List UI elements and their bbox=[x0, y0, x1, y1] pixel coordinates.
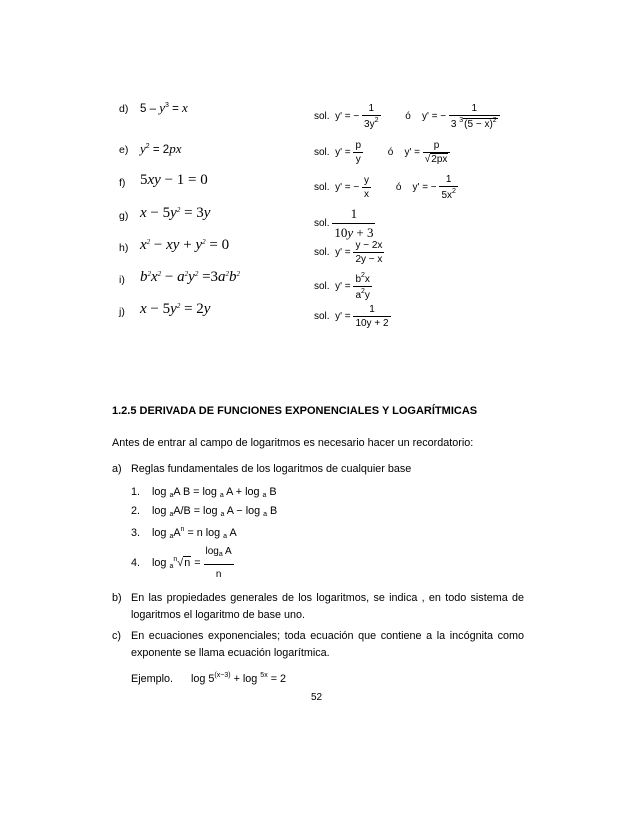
item-b-label: b) bbox=[112, 592, 122, 604]
item-b-line1: En las propiedades generales de los logaritmos, se indica , en todo sistema de bbox=[131, 592, 524, 604]
rule-4: 4. log $_a^n$√n = $\frac{\log_a A}{n}$ bbox=[131, 543, 234, 583]
exercise-label-i: i) bbox=[119, 274, 125, 286]
solution-i: sol. y' = $\frac{b^2x}{a^2y}$ bbox=[314, 272, 370, 301]
solution-d: sol. y' = − $\frac{1}{3y^2}$ ó y' = − $\frac{1}{3 ^3(5 - x)^2}$ bbox=[314, 103, 500, 130]
item-c-line2: exponente se llama ecuación logarítmica. bbox=[131, 647, 330, 659]
item-c-label: c) bbox=[112, 630, 121, 642]
item-a-text: Reglas fundamentales de los logaritmos de cualquier base bbox=[131, 463, 412, 475]
solution-g: sol. $\frac{1}{10y + 3}$ bbox=[314, 206, 374, 240]
equation-e: $y^2 = 2px$ bbox=[140, 141, 182, 156]
solution-h: sol. y' = $\frac{y - 2x}{2y - x}$ bbox=[314, 240, 383, 265]
exercise-label-h: h) bbox=[119, 242, 129, 254]
solution-f: sol. y' = − $\frac{y}{x}$ ó y' = − $\frac{1}{5x^2}$ bbox=[314, 174, 456, 201]
exercise-label-f: f) bbox=[119, 177, 126, 189]
exercise-label-e: e) bbox=[119, 144, 129, 156]
rule-2: 2. log $_a$A/B = log $_a$ A − log $_a$ B bbox=[131, 505, 278, 518]
exercise-label-d: d) bbox=[119, 103, 129, 115]
equation-i: $b^2x^2 - a^2y^2 =3a^2b^2$ bbox=[140, 269, 241, 285]
solution-j: sol. y' = $\frac{1}{10y + 2}$ bbox=[314, 304, 389, 329]
equation-j: $x - 5y^2 = 2y$ bbox=[140, 301, 211, 317]
exercise-label-j: j) bbox=[119, 306, 125, 318]
rule-3: 3. $\log _aA^n = n$ log $_a$ A bbox=[131, 526, 237, 540]
exercise-label-g: g) bbox=[119, 210, 129, 222]
item-b-line2: logaritmos el logaritmo de base uno. bbox=[131, 609, 306, 621]
item-c-example: Ejemplo. $\log 5^{(x-3)} + \log ^{5x} = 2$ bbox=[131, 672, 287, 685]
page-number: 52 bbox=[311, 692, 323, 703]
solution-e: sol. y' = $\frac{p}{y}$ ó y' = $\frac{p}{√2px}$ bbox=[314, 140, 450, 165]
section-title: 1.2.5 DERIVADA DE FUNCIONES EXPONENCIALES Y LOGARÍTMICAS bbox=[112, 405, 478, 417]
equation-g: $x - 5y^2 = 3y$ bbox=[140, 205, 211, 221]
item-a-label: a) bbox=[112, 463, 122, 475]
intro-paragraph: Antes de entrar al campo de logaritmos es necesario hacer un recordatorio: bbox=[112, 437, 474, 449]
item-c-line1: En ecuaciones exponenciales; toda ecuación que contiene a la incógnita como bbox=[131, 630, 524, 642]
equation-d: $5 - y^3 = x$ bbox=[140, 100, 188, 115]
rule-1: 1. log $_a$A B = log $_a$ A + log $_a$ B bbox=[131, 486, 277, 499]
equation-h: $x^2$ − xy + $y^2 = 0$ bbox=[140, 237, 230, 253]
equation-f: 5xy − 1 = 0 bbox=[140, 172, 208, 188]
